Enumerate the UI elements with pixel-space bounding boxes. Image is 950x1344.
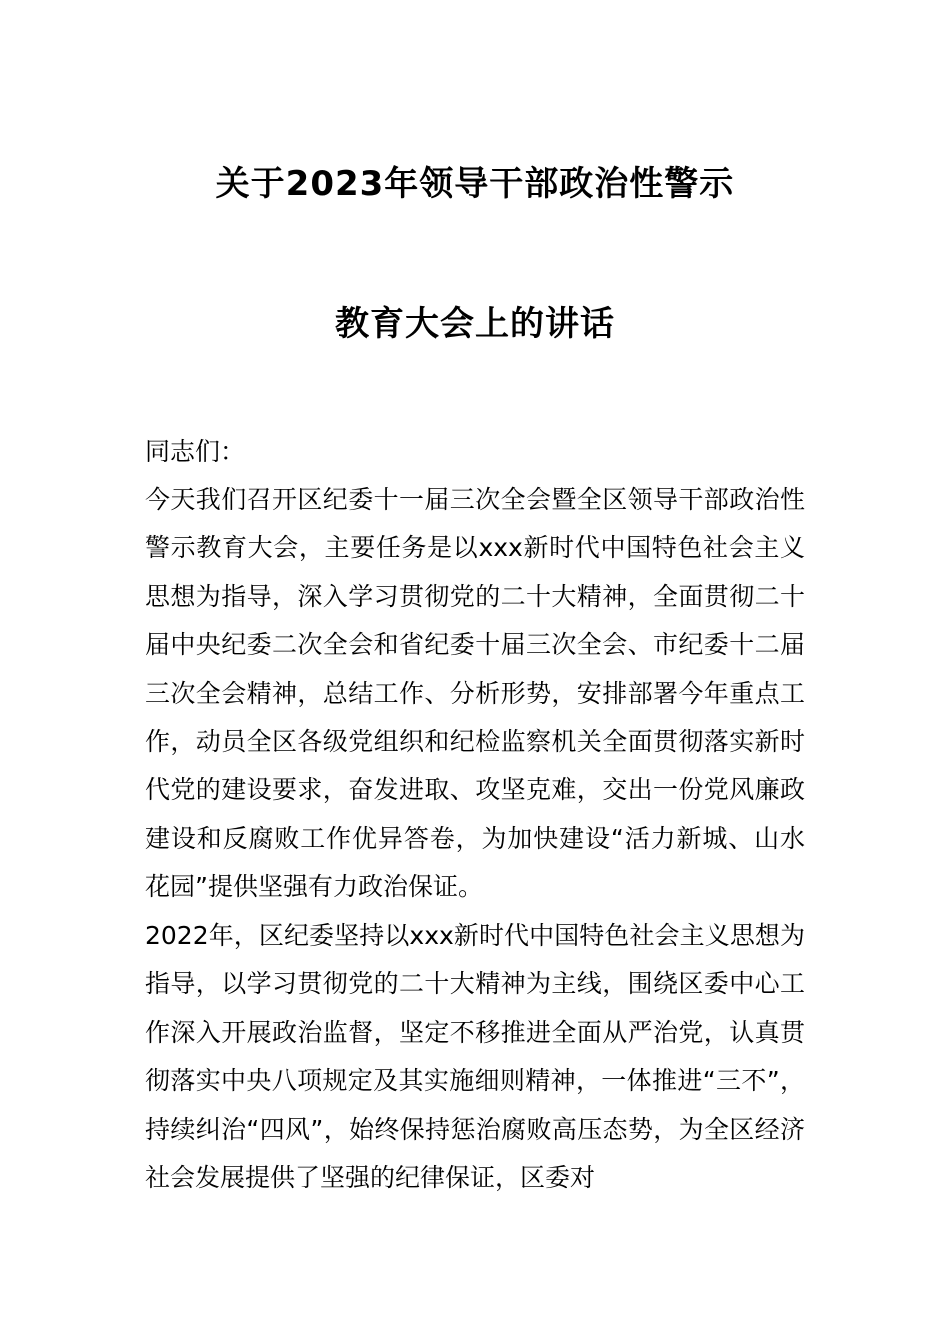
paragraph-1-text: 今天我们召开区纪委十一届三次全会暨全区领导干部政治性警示教育大会，主要任务是以xxx新时代中国特色社会主义思想为指导，深入学习贯彻党的二十大精神，全面贯彻二十届中央纪委二次全会和省纪委十届三次全会、市纪委十二届三次全会精神，总结工作、分析形势，安排部署今年重点工作，动员全区各级党组织和纪检监察机关全面贯彻落实新时代党的建设要求，奋发进取、攻坚克难，交出一份党风廉政建设和反腐败工作优异答卷，为加快建设“活力新城、山水花园”提供坚强有力政治保证。 — [145, 485, 805, 902]
paragraph-2-text: 2022年，区纪委坚持以xxx新时代中国特色社会主义思想为指导，以学习贯彻党的二十大精神为主线，围绕区委中心工作深入开展政治监督，坚定不移推进全面从严治党，认真贯彻落实中央八项规定及其实施细则精神，一体推进“三不”，持续纠治“四风”，始终保持惩治腐败高压态势，为全区经济社会发展提供了坚强的纪律保证，区委对 — [145, 921, 805, 1193]
paragraph-1 — [145, 476, 805, 912]
document-title-line-1: 关于2023年领导干部政治性警示 — [215, 164, 735, 204]
paragraph-2 — [145, 912, 805, 1202]
salutation: 同志们： — [145, 437, 246, 466]
document-title-line-2: 教育大会上的讲话 — [335, 304, 615, 344]
